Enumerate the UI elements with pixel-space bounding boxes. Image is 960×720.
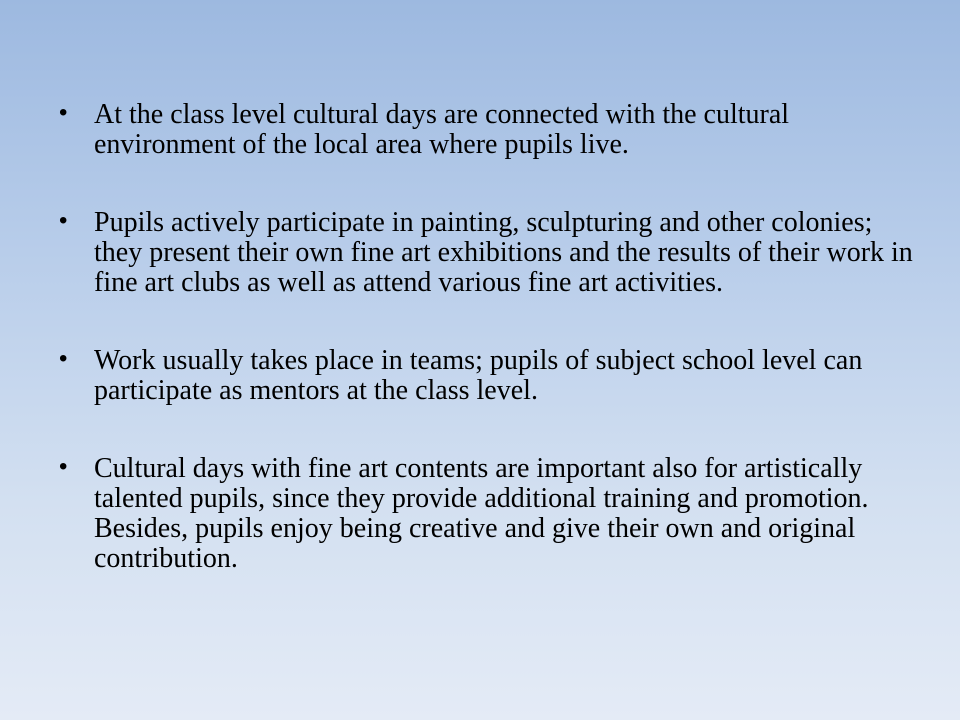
bullet-item [59,346,919,406]
bullet-item [59,208,919,298]
bullet-list [59,100,919,622]
bullet-text: Work usually takes place in teams; pupils of subject school level can participate as mentors at the class level. [94,345,863,406]
bullet-marker: • [59,345,68,372]
bullet-marker: • [59,207,68,234]
bullet-item [59,454,919,574]
bullet-marker: • [59,99,68,126]
bullet-item [59,100,919,160]
bullet-marker: • [59,453,68,480]
bullet-text: Cultural days with fine art contents are important also for artistically talented pupils, since they provide additional training and promotion. Besides, pupils enjoy being creative and give their own and original contribution. [94,453,869,574]
bullet-text: Pupils actively participate in painting, sculpturing and other colonies; they present their own fine art exhibitions and the results of their work in fine art clubs as well as attend various fine art activities. [94,207,913,298]
bullet-text: At the class level cultural days are connected with the cultural environment of the local area where pupils live. [94,99,790,160]
